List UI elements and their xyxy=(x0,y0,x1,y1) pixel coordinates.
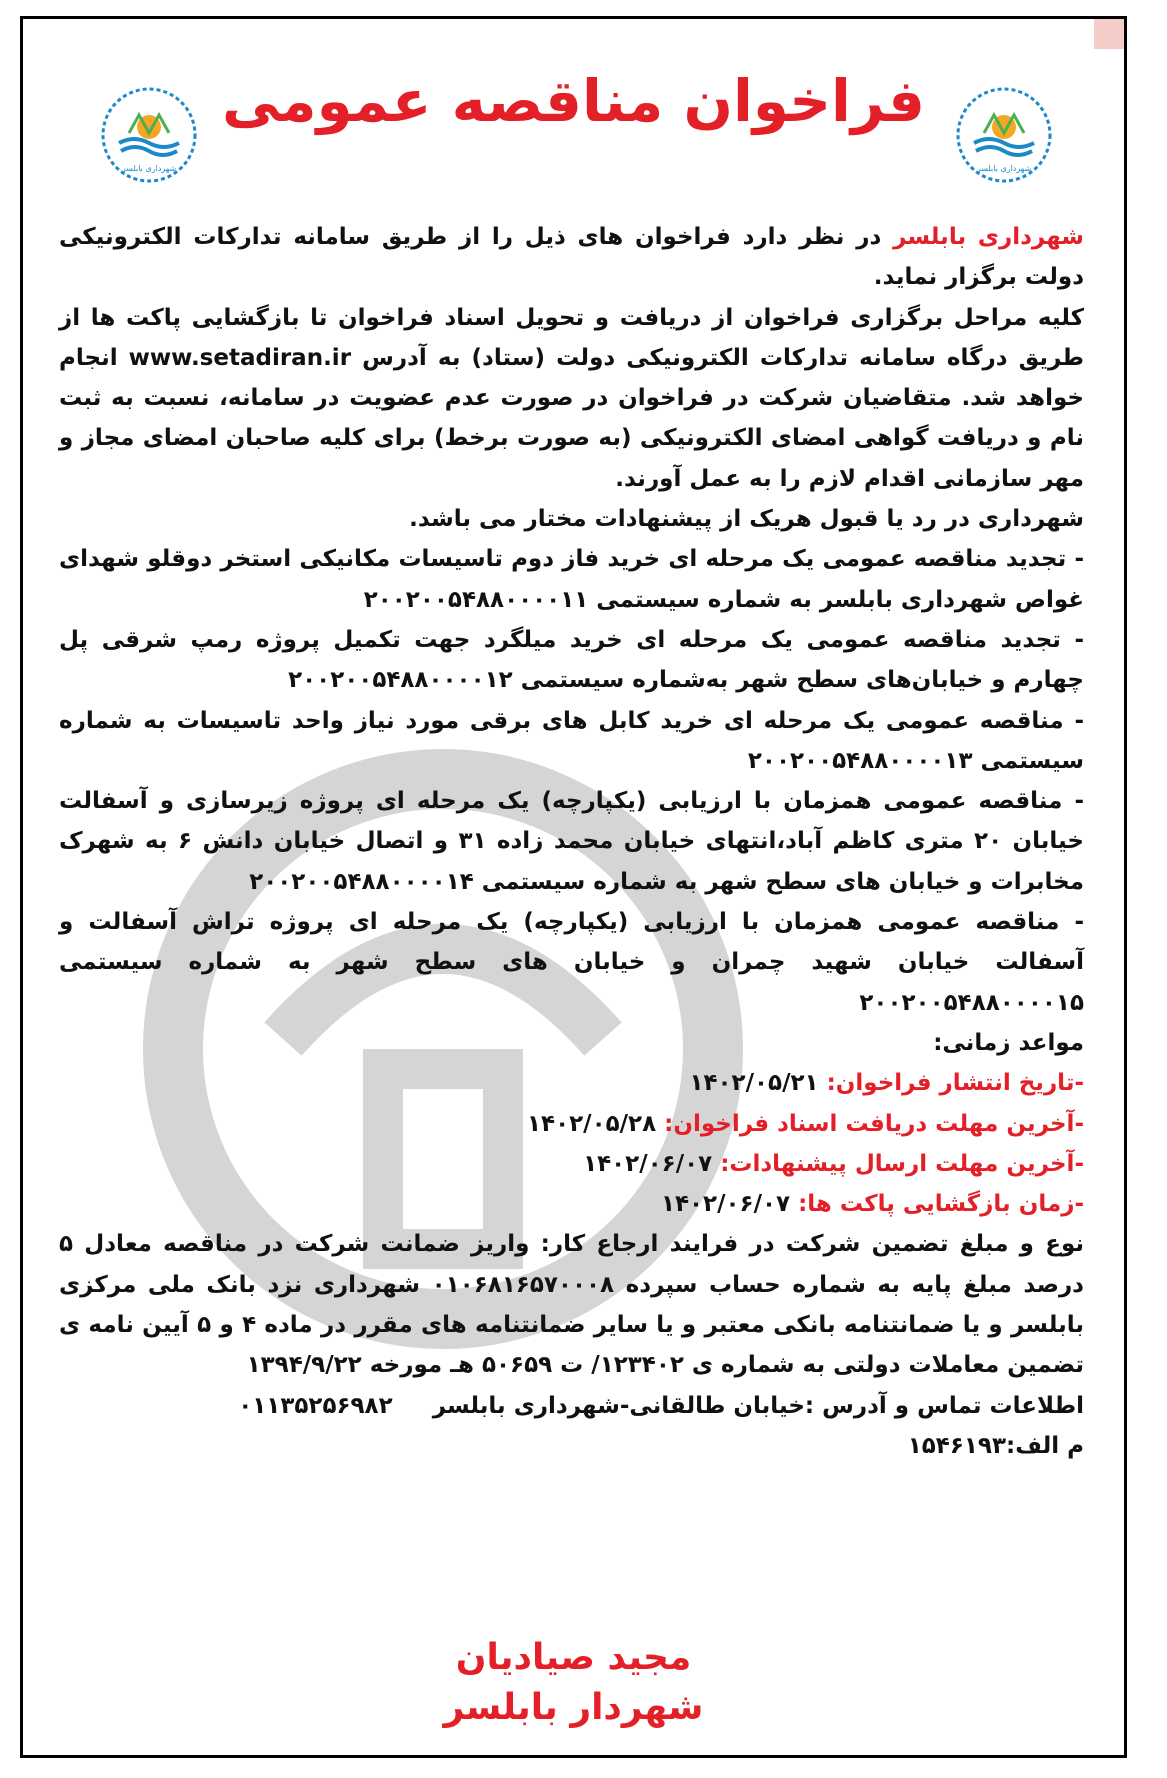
intro-paragraph xyxy=(59,217,1084,298)
corner-stamp xyxy=(1094,16,1127,49)
contact-address: اطلاعات تماس و آدرس :خیابان طالقانی-شهرداری بابلسر xyxy=(432,1392,1084,1419)
schedule-item xyxy=(59,1063,1084,1103)
tender-item: - مناقصه عمومی همزمان با ارزیابی (یکپارچه) یک مرحله ای پروژه زیرسازی و آسفالت خیابان ۲۰ متری کاظم آباد،انتهای خیابان محمد زاده ۳۱ و اتصال خیابان دانش ۶ به شهرک مخابرات و خیابان های سطح شهر به شماره سیستمی ۲۰۰۲۰۰۵۴۸۸۰۰۰۰۱۴ xyxy=(59,788,1085,895)
schedule-item xyxy=(59,1104,1084,1144)
schedule-label: -تاریخ انتشار فراخوان: xyxy=(826,1070,1084,1097)
signature-block xyxy=(23,1633,1124,1733)
schedule-value: ۱۴۰۲/۰۶/۰۷ xyxy=(583,1150,721,1177)
schedule-item xyxy=(59,1184,1084,1224)
schedule-section xyxy=(59,1023,1084,1224)
signatory-position: شهردار بابلسر xyxy=(443,1687,704,1728)
tender-item: - تجدید مناقصه عمومی یک مرحله ای خرید فاز دوم تاسیسات مکانیکی استخر دوقلو شهدای غواص شهرداری بابلسر به شماره سیستمی ۲۰۰۲۰۰۵۴۸۸۰۰۰۰۱۱ xyxy=(59,546,1084,613)
reference-number: م الف:۱۵۴۶۱۹۳ xyxy=(907,1432,1084,1459)
tender-item: - مناقصه عمومی همزمان با ارزیابی (یکپارچه) یک مرحله ای پروژه تراش آسفالت و آسفالت خیابان شهید چمران و خیابان های سطح شهر به شماره سیستمی ۲۰۰۲۰۰۵۴۸۸۰۰۰۰۱۵ xyxy=(59,909,1084,1016)
schedule-value: ۱۴۰۲/۰۵/۲۱ xyxy=(689,1070,827,1097)
schedule-value: ۱۴۰۲/۰۵/۲۸ xyxy=(527,1110,665,1137)
rights-paragraph: شهرداری در رد یا قبول هریک از پیشنهادات مختار می باشد. xyxy=(409,506,1084,533)
process-text-cont: انجام خواهد شد. متقاضیان شرکت در فراخوان در صورت عدم عضویت در سامانه، نسبت به ثبت نام و دریافت گواهی امضای الکترونیکی (به صورت برخط) برای کلیه صاحبان امضای مجاز و مهر سازمانی اقدام لازم را به عمل آورند. xyxy=(59,344,1084,492)
website-link[interactable]: www.setadiran.ir xyxy=(128,344,352,371)
svg-text:شهرداری بابلسر: شهرداری بابلسر xyxy=(121,164,177,173)
notice-body xyxy=(59,217,1084,1466)
tender-item: - مناقصه عمومی یک مرحله ای خرید کابل های برقی مورد نیاز واحد تاسیسات به شماره سیستمی ۲۰۰۲۰۰۵۴۸۸۰۰۰۰۱۳ xyxy=(59,707,1084,774)
schedule-label: -آخرین مهلت دریافت اسناد فراخوان: xyxy=(664,1110,1084,1137)
signatory-name: مجید صیادیان xyxy=(455,1637,692,1678)
schedule-label: -زمان بازگشایی پاکت ها: xyxy=(798,1191,1084,1218)
page-title: فراخوان مناقصه عمومی xyxy=(222,67,925,135)
schedule-heading: مواعد زمانی: xyxy=(933,1029,1084,1056)
contact-phone: ۰۱۱۳۵۲۵۶۹۸۲ xyxy=(238,1392,393,1419)
process-paragraph xyxy=(59,298,1084,499)
schedule-item xyxy=(59,1144,1084,1184)
guarantee-paragraph: نوع و مبلغ تضمین شرکت در فرایند ارجاع کار: واریز ضمانت شرکت در مناقصه معادل ۵ درصد مبلغ پایه به شماره حساب سپرده ۰۱۰۶۸۱۶۵۷۰۰۰۸ شهرداری نزد بانک ملی مرکزی بابلسر و یا ضمانتنامه بانکی معتبر و یا سایر ضمانتنامه های مقرر در ماده ۴ و ۵ آیین نامه ی تضمین معاملات دولتی به شماره ی ۱۲۳۴۰۲/ ت ۵۰۶۵۹ هـ مورخه ۱۳۹۴/۹/۲۲ xyxy=(59,1231,1085,1379)
contact-line xyxy=(59,1386,1084,1426)
tender-item: - تجدید مناقصه عمومی یک مرحله ای خرید میلگرد جهت تکمیل پروژه رمپ شرقی پل چهارم و خیابان‌های سطح شهر به‌شماره سیستمی ۲۰۰۲۰۰۵۴۸۸۰۰۰۰۱۲ xyxy=(59,626,1084,694)
intro-text: در نظر دارد فراخوان های ذیل را از طریق سامانه تدارکات الکترونیکی دولت برگزار نماید. xyxy=(59,224,1084,291)
schedule-label: -آخرین مهلت ارسال پیشنهادات: xyxy=(720,1150,1084,1177)
svg-text:شهرداری بابلسر: شهرداری بابلسر xyxy=(976,164,1032,173)
notice-frame xyxy=(20,16,1127,1758)
schedule-value: ۱۴۰۲/۰۶/۰۷ xyxy=(660,1191,799,1218)
process-text: کلیه مراحل برگزاری فراخوان از دریافت و تحویل اسناد فراخوان تا بازگشایی پاکت ها از طریق درگاه سامانه تدارکات الکترونیکی دولت (ستاد) به آدرس xyxy=(59,304,1084,371)
organization-name: شهرداری بابلسر xyxy=(893,224,1084,250)
